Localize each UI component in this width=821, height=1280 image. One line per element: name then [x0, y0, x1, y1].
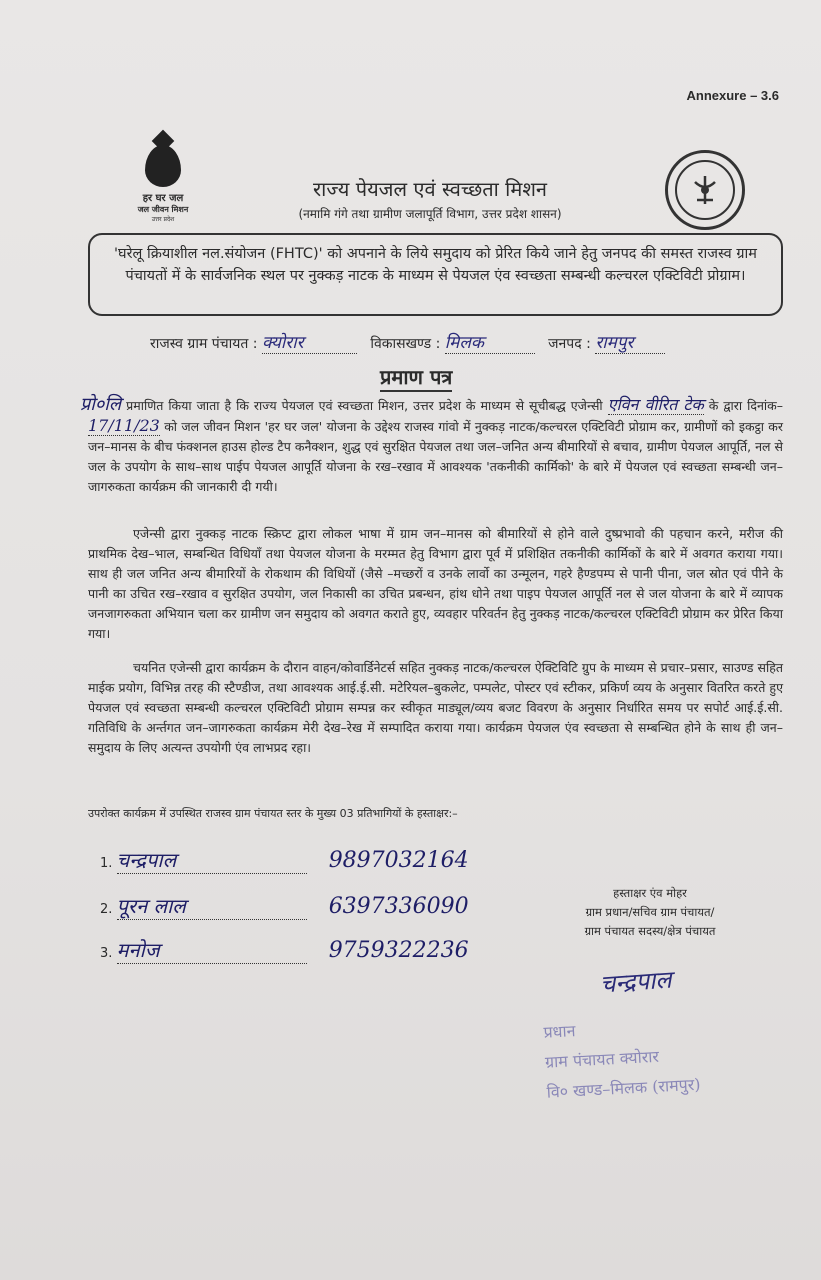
- program-date: 17/11/23: [88, 416, 160, 435]
- har-ghar-jal-logo: [118, 145, 208, 223]
- gram-panchayat-value: क्योरार: [262, 330, 357, 354]
- participant-phone: 6397336090: [328, 894, 469, 919]
- stamp-line2: ग्राम पंचायत क्योरार: [544, 1046, 660, 1072]
- block-label: विकासखण्ड :: [370, 336, 441, 352]
- document-title: प्रमाण पत्र: [380, 363, 452, 392]
- program-description-box: 'घरेलू क्रियाशील नल.संयोजन (FHTC)' को अपनाने के लिये समुदाय को प्रेरित किये जाने हेतु जनपद की समस्त राजस्व ग्राम पंचायतों में के सार्वजनिक स्थल पर नुक्कड़ नाटक के माध्यम से पेयजल एंव स्वच्छता सम्बन्धी कल्चरल एक्टिविटी प्रोग्राम।: [88, 233, 783, 316]
- block-value: मिलक: [445, 330, 535, 354]
- logo-line2: जल जीवन मिशन: [137, 205, 189, 214]
- stamp-line1: प्रधान: [543, 1021, 576, 1042]
- paragraph-3: चयनित एजेन्सी द्वारा कार्यक्रम के दौरान वाहन/कोवार्डिनेटर्स सहित नुक्कड़ नाटक/कल्चरल ऐक्टिविटि ग्रुप के माध्यम से प्रचार–प्रसार, साउण्ड सहित माईक प्रयोग, विभिन्न तरह की स्टैण्डीज, तथा आवश्यक आई.ई.सी. मटेरियल–बुकलेट, पम्पलेट, पोस्टर एवं स्टीकर, प्रकिर्ण व्यय के अनुसार वितरित करते हुए पेयजल एवं स्वच्छता सम्बन्धी कल्चरल एक्टिविटी प्रोग्राम सम्पन्न कर स्वीकृत माड्यूल/व्यय बजट विवरण के अनुसार निर्धारित समय पर सपोर्ट आई.ई.सी. गतिविधि के अर्न्तगत जन–जागरुकता कार्यक्रम मेरी देख–रेख में सम्पादित कराया गया। कार्यक्रम पेयजल एंव स्वच्छता से सम्बन्धित होने के साथ ही जन–समुदाय के लिए अत्यन्त उपयोगी एंव लाभप्रद रहा।: [88, 660, 783, 755]
- header-title: राज्य पेयजल एवं स्वच्छता मिशन: [312, 177, 548, 201]
- panchayat-stamp: [543, 1006, 767, 1107]
- agency-name: एविन वीरित टेक: [607, 395, 704, 414]
- district-value: रामपुर: [595, 330, 665, 354]
- para1-part-b: के द्वारा दिनांक: [708, 398, 777, 413]
- participant-number: 1.: [100, 856, 113, 871]
- water-drop-icon: [145, 145, 181, 187]
- para1-part-a: प्रमाणित किया जाता है कि राज्य पेयजल एवं स्वच्छता मिशन, उत्तर प्रदेश के माध्यम से सूचीबद्ध एजेन्सी: [126, 398, 603, 413]
- participant-phone: 9897032164: [328, 848, 469, 873]
- participant-signature: पूरन लाल: [117, 892, 307, 920]
- seal-label: हस्ताक्षर एंव मोहर ग्राम प्रधान/सचिव ग्राम पंचायत/ ग्राम पंचायत सदस्य/क्षेत्र पंचायत: [584, 886, 716, 938]
- participant-number: 2.: [100, 902, 113, 917]
- logo-line1: हर घर जल: [142, 193, 184, 204]
- paragraph-2: एजेन्सी द्वारा नुक्कड़ नाटक स्क्रिप्ट द्वारा लोकल भाषा में ग्राम जन–मानस को बीमारियों से होने वाले दुष्प्रभावो की पहचान करने, मरीज की प्राथमिक देख–भाल, सम्बन्धित विधियाँ तथा पेयजल योजना के मरम्मत हेतु विभाग द्वारा पूर्व में प्रशिक्षित तकनीकी कार्मिकों के बारे में अवगत कराया गया। साथ ही जल जनित अन्य बीमारियों के रोकथाम की विधियों (जैसे –मच्छरों व उनके लार्वो का उन्मूलन, गहरे हैण्डपम्प से पानी पीना, जल स्रोत एवं पीने के पानी का उचित रख–रखाव व सुरक्षित उपयोग, जल निकासी का उचित प्रबन्धन, हांथ धोने तथा पाइप पेयजल आपूर्ति नल से जल योजना के बारे में व्यापक जनजागरुकता अभियान चला कर ग्रामीण जन समुदाय को अवगत कराते हुए, व्यवहार परिवर्तन हेतु नुक्कड़ नाटक/कल्चरल एक्टिविटी प्रोग्राम कर प्रेरित किया गया।: [88, 526, 783, 641]
- location-fields: [150, 330, 770, 354]
- participant-phone: 9759322236: [328, 938, 469, 963]
- agency-initials: प्रो०लि: [80, 394, 122, 415]
- gram-panchayat-label: राजस्व ग्राम पंचायत :: [150, 336, 258, 352]
- participant-signature: चन्द्रपाल: [117, 846, 307, 874]
- participant-signature: मनोज: [117, 936, 307, 964]
- para1-part-c: को जल जीवन मिशन 'हर घर जल' योजना के उद्देश्य राजस्व गांवो में नुक्कड़ नाटक/कल्चरल एक्टिविटी प्रोग्राम कर, ग्रामीणों को इकट्ठा कर जन–मानस के बीच फंक्शनल हाउस होल्ड टैप कनैक्शन, शुद्ध एवं सुरक्षित पेयजल तथा जल–जनित अन्य बीमारियों से बचाव, ग्रामीण पेयजल आपूर्ति, नल से जल के उपयोग के साथ–साथ पाईप पेयजल आपूर्ति योजना के रख–रखाव में आवश्यक 'तकनीकी कार्मिको' के बारे में पेयजल एवं स्वच्छता सम्बन्धी जन–जागरुकता कार्यक्रम की जानकारी दी गयी।: [88, 419, 783, 494]
- participant-row: [100, 892, 469, 920]
- annexure-label: Annexure – 3.6: [686, 88, 779, 103]
- participants-intro: उपरोक्त कार्यक्रम में उपस्थित राजस्व ग्राम पंचायत स्तर के मुख्य 03 प्रतिभागियों के हस्ताक्षर:–: [88, 807, 458, 820]
- stamp-line3: वि० खण्ड–मिलक (रामपुर): [546, 1074, 701, 1102]
- district-label: जनपद :: [548, 336, 591, 352]
- up-govt-emblem-icon: [665, 150, 745, 230]
- participant-row: [100, 936, 469, 964]
- paragraph-1: प्रो०लि प्रमाणित किया जाता है कि राज्य पेयजल एवं स्वच्छता मिशन, उत्तर प्रदेश के माध्यम से सूचीबद्ध एजेन्सी एविन वीरित टेक के द्वारा दिनांक– 17/11/23 को जल जीवन मिशन 'हर घर जल' योजना के उद्देश्य राजस्व गांवो में नुक्कड़ नाटक/कल्चरल एक्टिविटी प्रोग्राम कर, ग्रामीणों को इकट्ठा कर जन–मानस के बीच फंक्शनल हाउस होल्ड टैप कनैक्शन, शुद्ध एवं सुरक्षित पेयजल तथा जल–जनित अन्य बीमारियों से बचाव, ग्रामीण पेयजल आपूर्ति, नल से जल के उपयोग के साथ–साथ पाईप पेयजल आपूर्ति योजना के रख–रखाव में आवश्यक 'तकनीकी कार्मिको' के बारे में पेयजल एवं स्वच्छता सम्बन्धी जन–जागरुकता कार्यक्रम की जानकारी दी गयी।: [80, 394, 783, 494]
- participant-number: 3.: [100, 946, 113, 961]
- pradhan-signature: चन्द्रपाल: [599, 965, 673, 999]
- header-subtitle: (नमामि गंगे तथा ग्रामीण जलापूर्ति विभाग, उत्तर प्रदेश शासन): [298, 207, 562, 221]
- logo-line3: उत्तर प्रदेश: [151, 216, 175, 223]
- participant-row: [100, 846, 469, 874]
